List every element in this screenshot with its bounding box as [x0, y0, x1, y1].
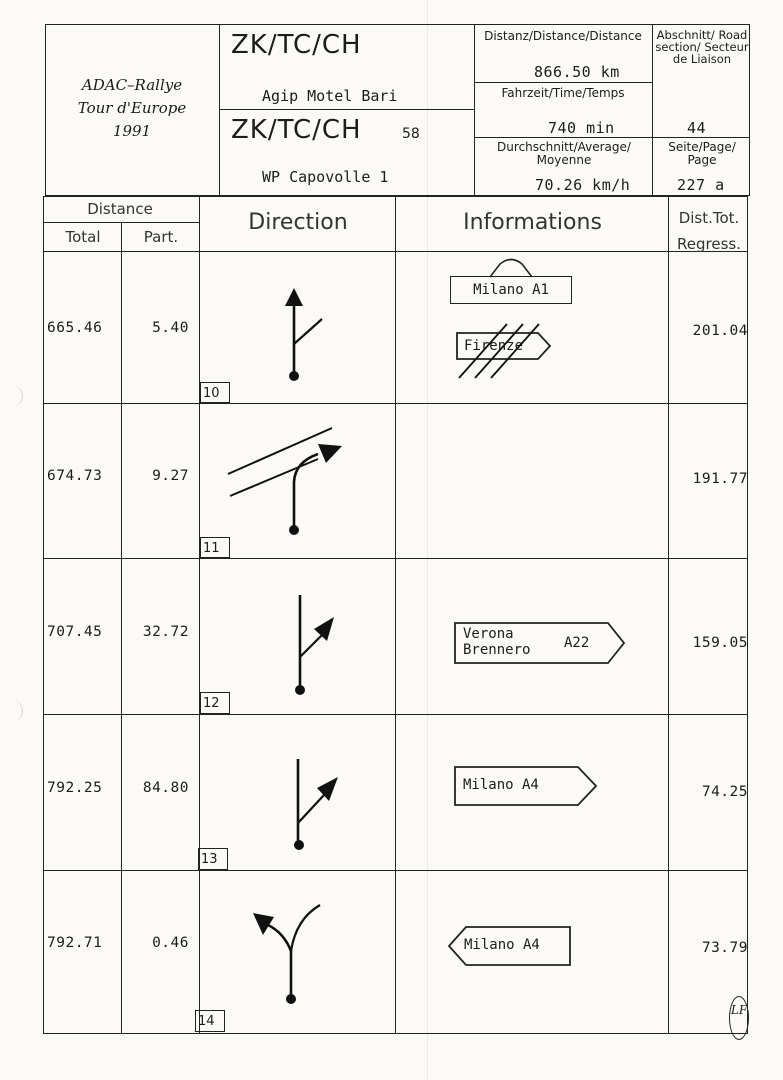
average-label: Durchschnitt/Average/ Moyenne: [497, 140, 631, 167]
time-value: 740 min: [548, 119, 615, 137]
row-10-remaining: 201.04: [692, 323, 748, 339]
distance-header: Distance: [87, 200, 153, 218]
row-13-direction-diagram: [198, 715, 394, 869]
dist-tot-label: Dist.Tot.: [678, 209, 740, 227]
page-value: 227 a: [677, 176, 725, 194]
row-12-partial: 32.72: [142, 624, 189, 640]
milano-a4-label: Milano A4: [463, 777, 539, 793]
row-10-index: 10: [200, 382, 230, 403]
milano-a4-label: Milano A4: [464, 937, 540, 953]
row-14-total: 792.71: [47, 935, 103, 951]
row-14-index: 14: [195, 1010, 225, 1032]
row-13-partial: 84.80: [142, 780, 189, 796]
direction-header: Direction: [248, 210, 348, 235]
row-10-partial: 5.40: [152, 320, 189, 336]
regress-label: Regress.: [677, 235, 741, 253]
row-12-index: 12: [200, 692, 230, 714]
verona-label: Verona: [463, 626, 514, 642]
row-13-remaining: 74.25: [701, 784, 748, 800]
initials-stamp: LF: [729, 996, 749, 1040]
rally-name: ADAC–Rallye: [81, 76, 183, 94]
section-label: Abschnitt/ Road section/ Secteur de Liaison: [655, 28, 749, 66]
distance-value: 866.50 km: [534, 63, 620, 81]
partial-header: Part.: [143, 228, 179, 246]
informations-header: Informations: [463, 210, 602, 235]
total-header: Total: [65, 228, 101, 246]
row-11-index: 11: [200, 537, 230, 558]
row-13-total: 792.25: [47, 780, 103, 796]
row-11-total: 674.73: [47, 468, 103, 484]
sign-milano-a4-left: [448, 926, 572, 966]
row-14-partial: 0.46: [152, 935, 189, 951]
sign-milano-a1: Milano A1: [450, 276, 572, 304]
row-10-total: 665.46: [47, 320, 103, 336]
firenze-label: Firenze: [464, 338, 524, 354]
row-12-direction-diagram: [200, 559, 394, 713]
brennero-label: Brennero: [463, 642, 531, 658]
row-11-partial: 9.27: [152, 468, 189, 484]
dist-tot-header: [670, 205, 748, 257]
punch-hole-mark: [0, 385, 23, 407]
section-value: 44: [687, 119, 707, 137]
row-14-direction-diagram: [196, 871, 394, 1031]
crossed-out-mark: [455, 318, 545, 380]
distance-label: Distanz/Distance/Distance: [484, 29, 642, 43]
row-10-direction-diagram: [200, 252, 394, 402]
row-12-remaining: 159.05: [692, 635, 748, 651]
row-13-index: 13: [198, 848, 228, 870]
rally-subtitle: Tour d'Europe: [77, 99, 187, 117]
row-11-remaining: 191.77: [692, 471, 748, 487]
page-label: Seite/Page/ Page: [668, 140, 736, 167]
control-to-code: ZK/TC/CH: [231, 115, 362, 145]
rally-year: 1991: [112, 122, 152, 140]
row-12-total: 707.45: [47, 624, 103, 640]
control-from-location: Agip Motel Bari: [262, 87, 398, 105]
control-from-code: ZK/TC/CH: [231, 30, 362, 60]
average-value: 70.26 km/h: [535, 176, 631, 194]
control-to-number: 58: [402, 126, 420, 142]
row-14-remaining: 73.79: [701, 940, 748, 956]
punch-hole-mark: [0, 700, 23, 722]
a22-label: A22: [564, 635, 590, 651]
control-to-location: WP Capovolle 1: [262, 168, 389, 186]
row-11-direction-diagram: [200, 404, 394, 557]
sign-verona-brennero-a22: [454, 622, 626, 664]
time-label: Fahrzeit/Time/Temps: [501, 86, 625, 100]
sign-milano-a4-right: [454, 766, 598, 806]
sign-hanger: [488, 258, 534, 278]
rally-title: [48, 74, 216, 143]
